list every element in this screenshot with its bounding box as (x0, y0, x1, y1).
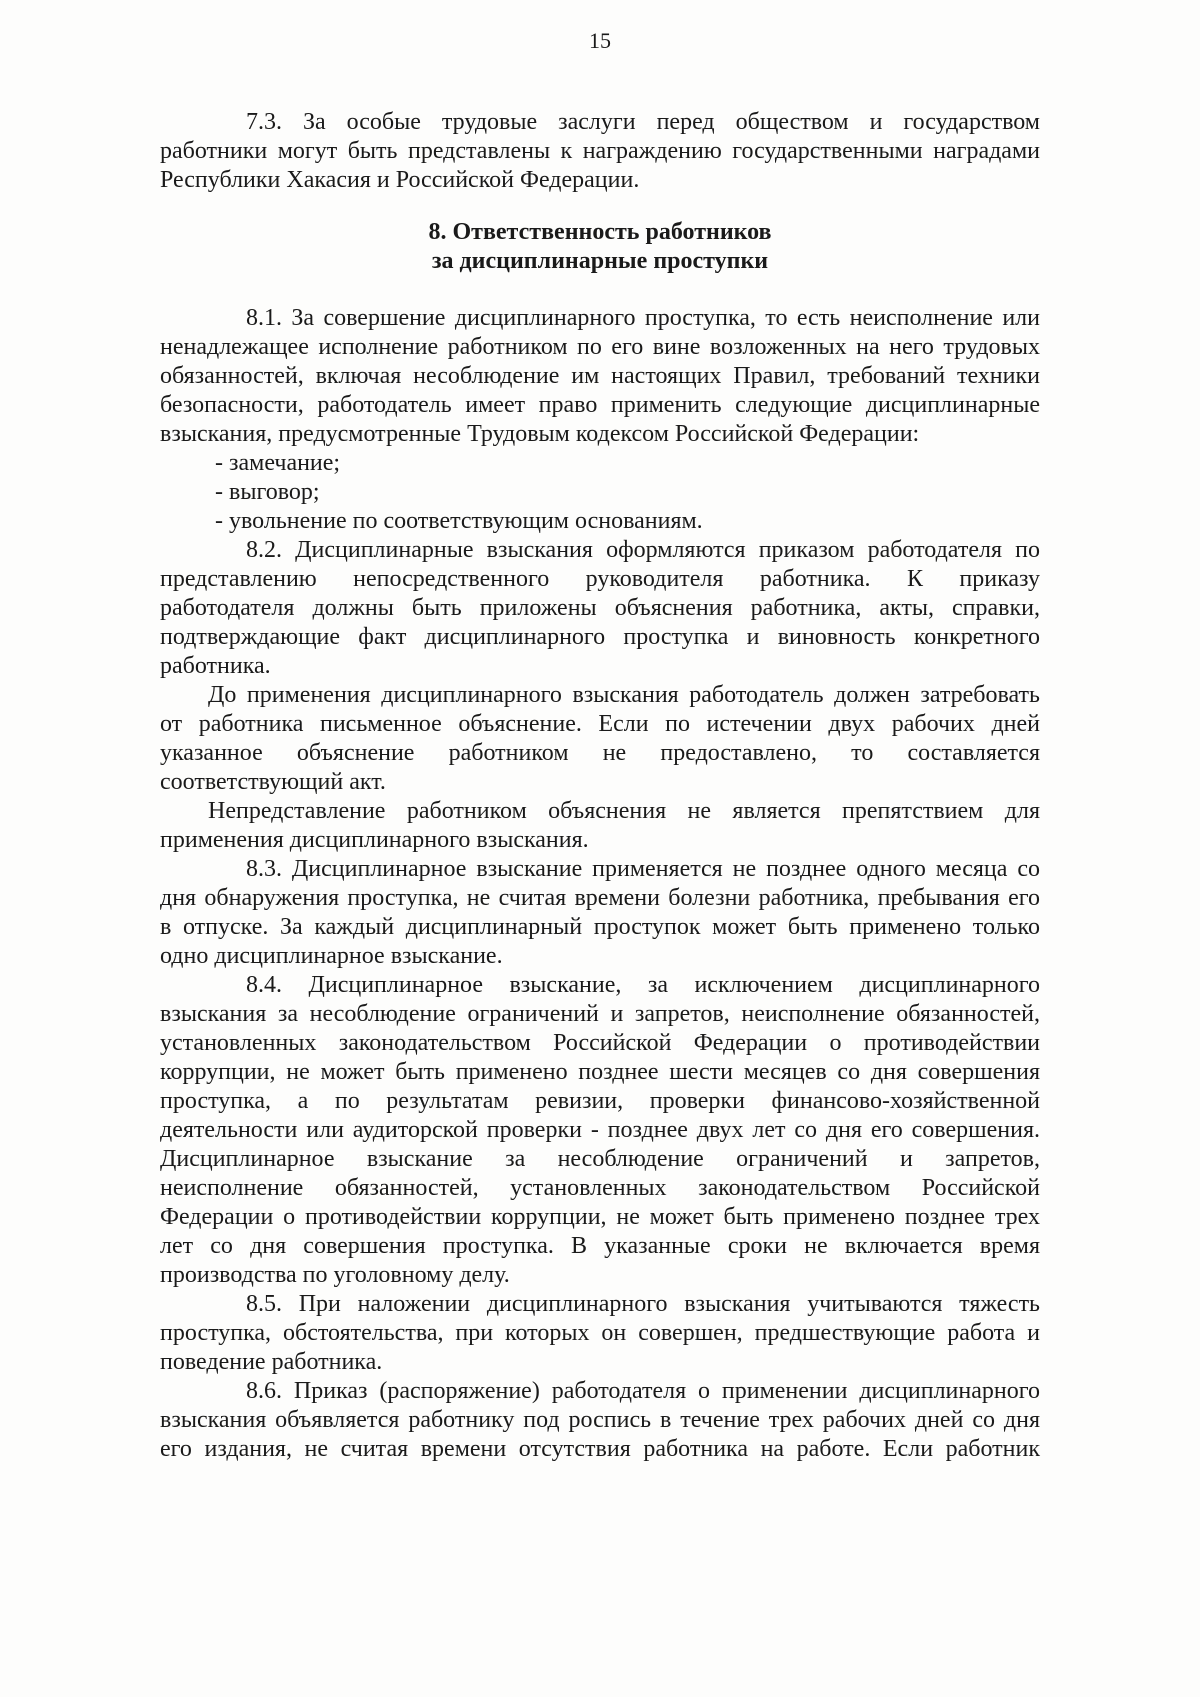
text-line: безопасности, работодатель имеет право применить следующие дисциплинарные (160, 392, 1040, 418)
text-line: Непредставление работником объяснения не является препятствием для (208, 798, 1040, 824)
paragraph-8-5 (160, 1290, 1040, 1377)
text-line: взыскания, предусмотренные Трудовым кодексом Российской Федерации: (160, 421, 920, 447)
text-line: 8.4. Дисциплинарное взыскание, за исключением дисциплинарного (246, 972, 1040, 998)
text-line: работники могут быть представлены к награждению государственными наградами (160, 138, 1040, 164)
text-line: работника. (160, 653, 271, 679)
paragraph-7-3 (160, 108, 1040, 195)
text-line: указанное объяснение работником не предоставлено, то составляется (160, 740, 1040, 766)
text-line: соответствующий акт. (160, 769, 386, 795)
text-line: его издания, не считая времени отсутствия работника на работе. Если работник (160, 1436, 1040, 1462)
text-line: 7.3. За особые трудовые заслуги перед обществом и государством (246, 109, 1040, 135)
text-line: взыскания объявляется работнику под роспись в течение трех рабочих дней со дня (160, 1407, 1040, 1433)
paragraph-8-1 (160, 304, 1040, 449)
section-8-body (160, 304, 1040, 1464)
text-line: производства по уголовному делу. (160, 1262, 510, 1288)
paragraph-no-explanation (160, 797, 1040, 855)
text-line: поведение работника. (160, 1349, 383, 1375)
paragraph-8-3 (160, 855, 1040, 971)
heading-line: 8. Ответственность работников (428, 219, 772, 245)
text-line: 8.2. Дисциплинарные взыскания оформляются приказом работодателя по (246, 537, 1040, 563)
text-line: деятельности или аудиторской проверки - позднее двух лет со дня его совершения. (160, 1117, 1040, 1143)
paragraph-8-6 (160, 1377, 1040, 1464)
text-line: взыскания за несоблюдение ограничений и запретов, неисполнение обязанностей, (160, 1001, 1040, 1027)
text-line: установленных законодательством Российской Федерации о противодействии (160, 1030, 1040, 1056)
list-item: - замечание; (215, 450, 341, 476)
text-line: дня обнаружения проступка, не считая времени болезни работника, пребывания его (160, 885, 1040, 911)
text-line: работодателя должны быть приложены объяснения работника, акты, справки, (160, 595, 1040, 621)
text-line: 8.5. При наложении дисциплинарного взыскания учитываются тяжесть (246, 1291, 1040, 1317)
text-line: Республики Хакасия и Российской Федерации. (160, 167, 640, 193)
text-line: 8.1. За совершение дисциплинарного проступка, то есть неисполнение или (246, 305, 1040, 331)
text-line: 8.3. Дисциплинарное взыскание применяется не позднее одного месяца со (246, 856, 1040, 882)
text-line: Дисциплинарное взыскание за несоблюдение ограничений и запретов, (160, 1146, 1040, 1172)
text-line: в отпуске. За каждый дисциплинарный проступок может быть применено только (160, 914, 1040, 940)
text-line: от работника письменное объяснение. Если по истечении двух рабочих дней (160, 711, 1040, 737)
page-number: 15 (589, 28, 611, 53)
penalties-list (160, 449, 1040, 536)
paragraph-8-2 (160, 536, 1040, 681)
paragraph-explanation (160, 681, 1040, 797)
text-line: представлению непосредственного руководителя работника. К приказу (160, 566, 1040, 592)
text-line: До применения дисциплинарного взыскания работодатель должен затребовать (208, 682, 1040, 708)
paragraph-8-4 (160, 971, 1040, 1290)
text-line: проступка, а по результатам ревизии, проверки финансово-хозяйственной (160, 1088, 1040, 1114)
text-line: коррупции, не может быть применено позднее шести месяцев со дня совершения (160, 1059, 1040, 1085)
text-line: обязанностей, включая несоблюдение им настоящих Правил, требований техники (160, 363, 1040, 389)
section-heading (0, 218, 1200, 276)
text-line: применения дисциплинарного взыскания. (160, 827, 589, 853)
list-item: - выговор; (215, 479, 320, 505)
text-line: подтверждающие факт дисциплинарного проступка и виновность конкретного (160, 624, 1040, 650)
text-line: лет со дня совершения проступка. В указанные сроки не включается время (160, 1233, 1040, 1259)
text-line: 8.6. Приказ (распоряжение) работодателя о применении дисциплинарного (246, 1378, 1040, 1404)
heading-line: за дисциплинарные проступки (431, 248, 769, 274)
text-line: Федерации о противодействии коррупции, не может быть применено позднее трех (160, 1204, 1040, 1230)
list-item: - увольнение по соответствующим основаниям. (215, 508, 703, 534)
text-line: неисполнение обязанностей, установленных законодательством Российской (160, 1175, 1040, 1201)
text-line: проступка, обстоятельства, при которых он совершен, предшествующие работа и (160, 1320, 1040, 1346)
text-line: ненадлежащее исполнение работником по его вине возложенных на него трудовых (160, 334, 1040, 360)
text-line: одно дисциплинарное взыскание. (160, 943, 503, 969)
